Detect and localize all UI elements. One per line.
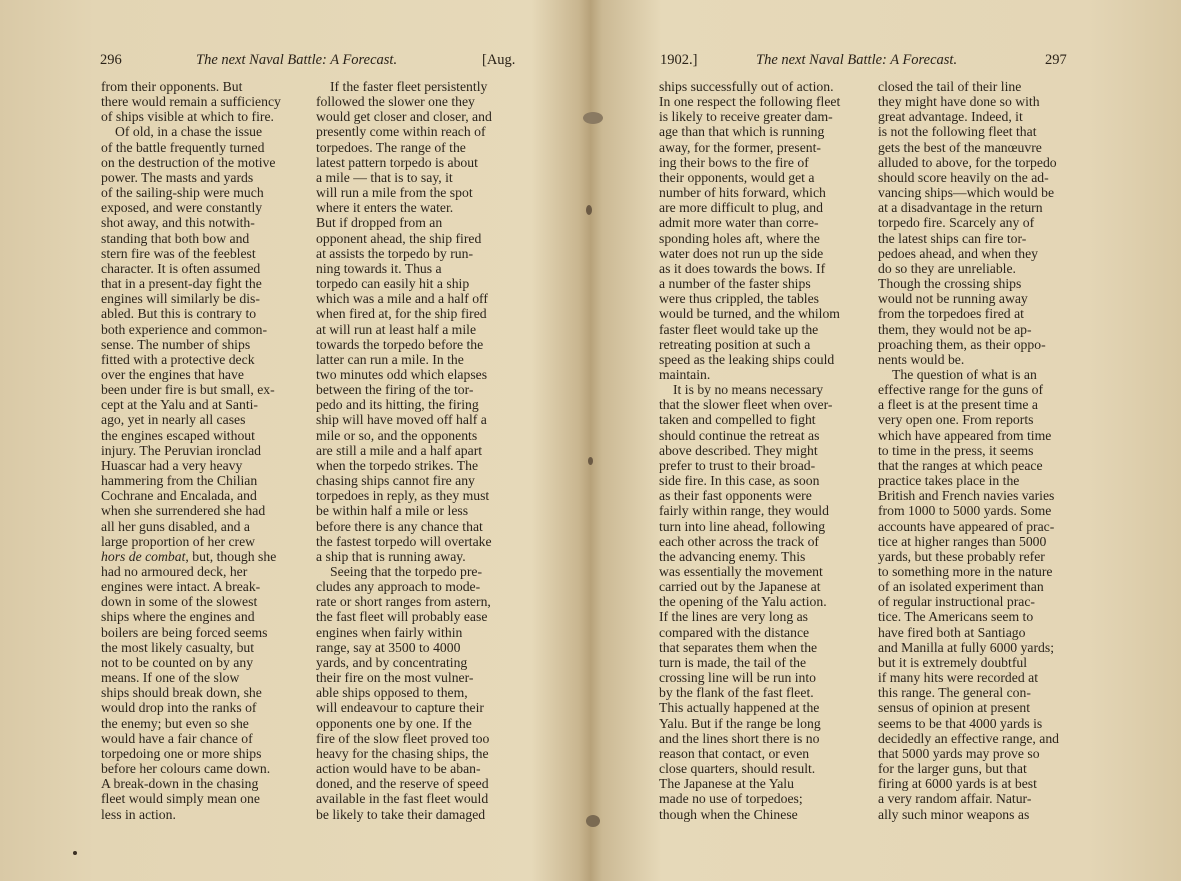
binding-thread-mark	[583, 112, 603, 124]
running-title: The next Naval Battle: A Forecast.	[756, 52, 958, 68]
paragraph	[101, 124, 303, 821]
paragraph: The question of what is an effective range for the guns of a fleet is at the present time a very open one. From reports which have appeared from time to time in the press, it seems that the ranges at which peace practice takes place in the British and French navies varies from 1000 to 5000 yards. Some accounts have appeared of prac- tice at higher ranges than 5000 yards, but these probably refer to something more in the nature of an isolated experiment than of regular instructional prac- tice. The Americans seem to have fired both at Santiago and Manilla at fully 6000 yards; but it is extremely doubtful if many hits were recorded at this range. The general con- sensus of opinion at present seems to be that 4000 yards is decidedly an effective range, and that 5000 yards may prove so for the larger guns, but that firing at 6000 yards is at best a very random affair. Natur- ally such minor weapons as	[878, 366, 1060, 822]
page-number: 297	[1045, 52, 1067, 68]
running-date: 1902.]	[660, 52, 698, 68]
italic-phrase: hors de combat	[101, 548, 186, 564]
ink-speck	[73, 851, 77, 855]
paragraph: It is by no means necessary that the slower fleet when over- taken and compelled to fight should continue the retreat as above described. They might prefer to trust to their broad- side fire. In this case, as soon as their fast opponents were fairly within range, they would turn into line ahead, following each other across the track of the advancing enemy. This was essentially the movement carried out by the Japanese at the opening of the Yalu action. If the lines are very long as compared with the distance that separates them when the turn is made, the tail of the crossing line will be run into by the flank of the fast fleet. This actually happened at the Yalu. But if the range be long and the lines short there is no reason that contact, or even close quarters, should result. The Japanese at the Yalu made no use of torpedoes; though when the Chinese	[659, 382, 833, 822]
page-number: 296	[100, 52, 122, 68]
text-column	[101, 79, 303, 822]
text-column	[659, 79, 866, 822]
paragraph: from their opponents. But there would remain a sufficiency of ships visible at which to fire.	[101, 79, 281, 125]
right-page-header	[590, 52, 1181, 72]
left-page	[0, 0, 590, 881]
paragraph-text: Of old, in a chase the issue of the battle frequently turned on the destruction of the motive power. The masts and yards of the sailing-ship were much exposed, and were constantly shot away, and this notwith- standing that both bow and stern fire was of the feeblest character. It is often assumed that in a present-day fight the engines will similarly be dis- abled. But this is contrary to both experience and common- sense. The number of ships fitted with a protective deck over the engines that have been under fire is but small, ex- cept at the Yalu and at Santi- ago, yet in nearly all cases the engines escaped without injury. The Peruvian ironclad Huascar had a very heavy hammering from the Chilian Cochrane and Encalada, and when she surrendered she had all her guns disabled, and a large proportion of her crew	[101, 124, 276, 549]
text-column	[878, 79, 1083, 822]
paragraph: ships successfully out of action. In one respect the following fleet is likely to receive greater dam- age than that which is running away, for the former, present- ing their bows to the fire of their opponents, would get a number of hits forward, which are more difficult to plug, and admit more water than corre- sponding holes aft, where the water does not run up the side as it does towards the bows. If a number of the faster ships were thus crippled, the tables would be turned, and the whilom faster fleet would take up the retreating position at such a speed as the leaking ships could maintain.	[659, 79, 841, 382]
right-page	[590, 0, 1181, 881]
running-date: [Aug.	[482, 52, 516, 68]
paragraph: Seeing that the torpedo pre- cludes any approach to mode- rate or short ranges from astern, the fast fleet will probably ease engines when fairly within range, say at 3500 to 4000 yards, and by concentrating their fire on the most vulner- able ships opposed to them, will endeavour to capture their opponents one by one. If the fire of the slow fleet proved too heavy for the chasing ships, the action would have to be aban- doned, and the reserve of speed available in the fast fleet would be likely to take their damaged	[316, 564, 491, 822]
paragraph-text: , but, though she had no armoured deck, her engines were intact. A break- down in some of the slowest ships where the engines and boilers are being forced seems the most likely casualty, but not to be counted on by any means. If one of the slow ships should break down, she would drop into the ranks of the enemy; but even so she would have a fair chance of torpedoing one or more ships before her colours came down. A break-down in the chasing fleet would simply mean one less in action.	[101, 548, 277, 822]
paragraph: closed the tail of their line they might have done so with great advantage. Indeed, it is not the following fleet that gets the best of the manœuvre alluded to above, for the torpedo should score heavily on the ad- vancing ships—which would be at a disadvantage in the return torpedo fire. Scarcely any of the latest ships can fire tor- pedoes ahead, and when they do so they are unreliable. Though the crossing ships would not be running away from the torpedoes fired at them, they would not be ap- proaching them, as their oppo- nents would be.	[878, 79, 1057, 367]
binding-thread-mark	[588, 457, 593, 465]
binding-thread-mark	[586, 205, 592, 215]
running-title: The next Naval Battle: A Forecast.	[196, 52, 398, 68]
text-column	[316, 79, 519, 822]
binding-thread-mark	[586, 815, 600, 827]
left-page-header	[0, 52, 590, 72]
paragraph: If the faster fleet persistently followed the slower one they would get closer and closer, and presently come within reach of torpedoes. The range of the latest pattern torpedo is about a mile — that is to say, it will run a mile from the spot where it enters the water. But if dropped from an opponent ahead, the ship fired at assists the torpedo by run- ning towards it. Thus a torpedo can easily hit a ship which was a mile and a half off when fired at, for the ship fired at will run at least half a mile towards the torpedo before the latter can run a mile. In the two minutes odd which elapses between the firing of the tor- pedo and its hitting, the firing ship will have moved off half a mile or so, and the opponents are still a mile and a half apart when the torpedo strikes. The chasing ships cannot fire any torpedoes in reply, as they must be within half a mile or less before there is any chance that the fastest torpedo will overtake a ship that is running away.	[316, 79, 492, 564]
